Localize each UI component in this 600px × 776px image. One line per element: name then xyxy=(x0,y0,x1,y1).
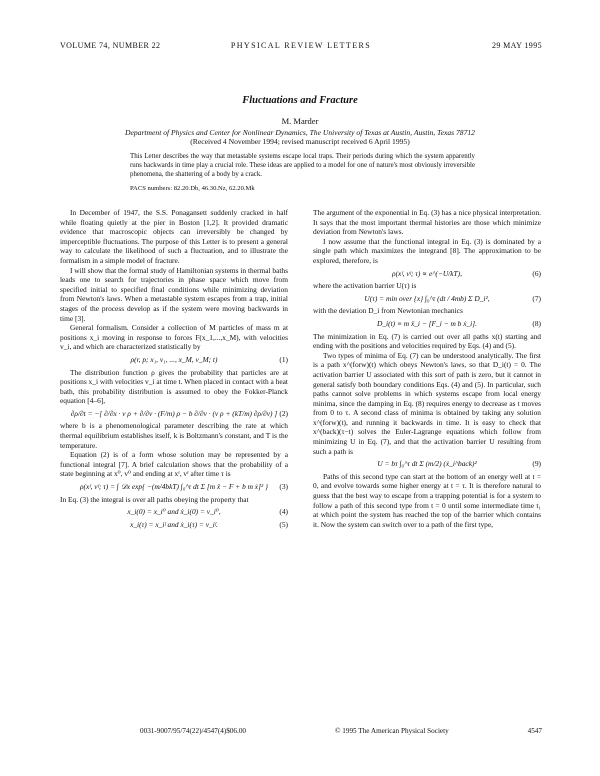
journal-name: PHYSICAL REVIEW LETTERS xyxy=(230,41,372,50)
intro-paragraph: In December of 1947, the S.S. Ponagansett suddenly cracked in half while floating quietly at the pier in Boston [1,2]. It provided dramatic evidence that macroscopic objects can irreversibly be changed by imperceptible fluctuations. The purpose of this Letter is to present a general way to calculate the likelihood of such a fluctuation, and to illustrate the formalism in a simple model of fracture. xyxy=(60,208,288,265)
equation-2 xyxy=(60,409,288,419)
right-paragraph-5: The minimization in Eq. (7) is carried out over all paths x(t) starting and ending with the positions and velocities required by Eqs. (4) and (5). xyxy=(313,331,541,351)
page-number: 4547 xyxy=(527,727,542,735)
equation-9 xyxy=(313,459,541,469)
left-column xyxy=(60,208,288,532)
equation-5-body: x_i(τ) = x_iᶠ and ẋ_i(τ) = v_iᶠ. xyxy=(130,519,218,529)
equation-3 xyxy=(60,482,288,492)
paragraph-7: In Eq. (3) the integral is over all paths obeying the property that xyxy=(60,494,249,504)
right-paragraph-4: with the deviation D_i from Newtonian mechanics xyxy=(313,306,463,316)
article-code: 0031-9007/95/74(22)/4547(4)$06.00 xyxy=(140,727,247,735)
running-header xyxy=(60,41,542,53)
equation-9-number: (9) xyxy=(532,459,541,469)
equation-7-body: U(τ) = min over {x} ∫₀^τ (dt / 4mb) Σ D_i², xyxy=(364,293,490,303)
equation-2-number: (2) xyxy=(279,408,288,418)
equation-6-body: ρ(xᶠ, vᶠ; τ) ∝ e^(−U/kT), xyxy=(392,268,462,278)
paper-title: Fluctuations and Fracture xyxy=(242,95,358,106)
equation-3-body: ρ(xᶠ, vᶠ; τ) = ∫ 𝒟x exp{ −(m/4bkT) ∫₀^τ dt Σ [m ẍ − F + b m ẋ]² } xyxy=(80,482,268,492)
pacs-numbers: PACS numbers: 82.20.Db, 46.30.Nz, 62.20.Mk xyxy=(130,185,255,192)
equation-9-body: U = bτ ∫₀^τ dt Σ (m/2) (ẋ_i^back)² xyxy=(377,459,477,469)
author: M. Marder xyxy=(281,116,319,126)
right-paragraph-7: Paths of this second type can start at the bottom of an energy well at t = 0, and evolve towards some higher energy at t = τ. It is therefore natural to guess that the best way to escape from a trapping potential is for a system to follow a path of this second type from t = 0 until some intermediate time t₁ at which point the system has reached the top of the barrier which contains it. Now the system can switch over to a path of the first type, xyxy=(313,471,541,529)
equation-6 xyxy=(313,269,541,279)
equation-4-body: x_i(0) = x_i⁰ and ẋ_i(0) = v_i⁰, xyxy=(127,507,221,517)
volume-number: VOLUME 74, NUMBER 22 xyxy=(60,41,161,50)
equation-5-number: (5) xyxy=(279,519,288,529)
equation-7-number: (7) xyxy=(532,293,541,303)
equation-8-body: D_i(t) ≡ m ẍ_i − [F_i − m b ẋ_i]. xyxy=(377,318,477,328)
affiliation: Department of Physics and Center for Nonlinear Dynamics, The University of Texas at Austin, Austin, Texas 78712 xyxy=(125,128,475,137)
equation-4 xyxy=(60,507,288,517)
right-paragraph-6: Two types of minima of Eq. (7) can be understood analytically. The first is a path x^(forw)(t) which obeys Newton's laws, so that D_i(t) = 0. The activation barrier U associated with this sort of path is zero, but it cannot in general satisfy both boundary conditions Eqs. (4) and (5). In particular, such paths cannot solve problems in which systems escape from local energy minima, since the damping in Eq. (8) requires energy to decrease as t moves from 0 to τ. A second class of minima is obtained by taking any solution x^(forw)(t), and running it backwards in time. It is easy to check that x^(back)(τ−t) solves the Euler-Lagrange equations which follow from minimizing U in Eq. (7), and that the activation barrier U resulting from such a path is xyxy=(313,350,541,456)
right-paragraph-3: where the activation barrier U(τ) is xyxy=(313,281,417,291)
equation-4-number: (4) xyxy=(279,507,288,517)
equation-3-number: (3) xyxy=(279,482,288,492)
received-dates: (Received 4 November 1994; revised manuscript received 6 April 1995) xyxy=(190,137,410,146)
issue-date: 29 MAY 1995 xyxy=(491,41,542,50)
right-paragraph-2: I now assume that the functional integral in Eq. (3) is dominated by a single path which maximizes the integrand [8]. The approximation to be explored, therefore, is xyxy=(313,236,541,265)
equation-1-body: ρ(r, p; x₁, v₁, ..., x_M, v_M; t) xyxy=(130,354,218,364)
paragraph-5: where b is a phenomenological parameter describing the rate at which thermal equilibrium establishes itself, k is Boltzmann's constant, and T is the temperature. xyxy=(60,421,288,450)
equation-6-number: (6) xyxy=(532,268,541,278)
right-paragraph-1: The argument of the exponential in Eq. (3) has a nice physical interpretation. It says that the most important thermal histories are those which minimize deviation from Newton's laws. xyxy=(313,208,541,237)
equation-1 xyxy=(60,355,288,365)
right-column xyxy=(313,208,541,529)
paragraph-2: I will show that the formal study of Hamiltonian systems in thermal baths leads one to search for trajectories in phase space which move from specified initial to specified final conditions while minimizing deviation from Newton's laws. When a metastable system escapes from a trap, initial stages of the process develop as if the system were moving backwards in time [3]. xyxy=(60,265,288,323)
equation-5 xyxy=(60,520,288,530)
paragraph-6: Equation (2) is of a form whose solution may be represented by a functional integral [7]. A brief calculation shows that the probability of a state beginning at x⁰, v⁰ and ending at xᶠ, vᶠ after time τ is xyxy=(60,450,288,479)
equation-8 xyxy=(313,319,541,329)
page-footer xyxy=(60,727,542,737)
equation-8-number: (8) xyxy=(532,318,541,328)
abstract: This Letter describes the way that metastable systems escape local traps. Their periods during which the system apparently runs backwards in time play a crucial role. These ideas are applied to a model for one of nature's most obviously irreversible phenomena, the shattering of a body by a crack. xyxy=(130,153,475,178)
equation-7 xyxy=(313,294,541,304)
paragraph-4: The distribution function ρ gives the probability that particles are at positions x_i with velocities v_i at time t. When placed in contact with a heat bath, this probability distribution is assumed to obey the Fokker-Planck equation [4–6], xyxy=(60,367,288,406)
equation-2-body: ∂ρ/∂t = −[ ∂/∂x · v ρ + ∂/∂v · (F/m) ρ − b ∂/∂v · (v ρ + (kT/m) ∂ρ/∂v) ] xyxy=(70,408,278,418)
paragraph-3: General formalism. Consider a collection of M particles of mass m at positions x_i moving in response to forces F(x_1,...,x_M), with velocities v_i, and which are characterized statistically by xyxy=(60,323,288,352)
copyright: © 1995 The American Physical Society xyxy=(335,727,449,735)
equation-1-number: (1) xyxy=(279,354,288,364)
